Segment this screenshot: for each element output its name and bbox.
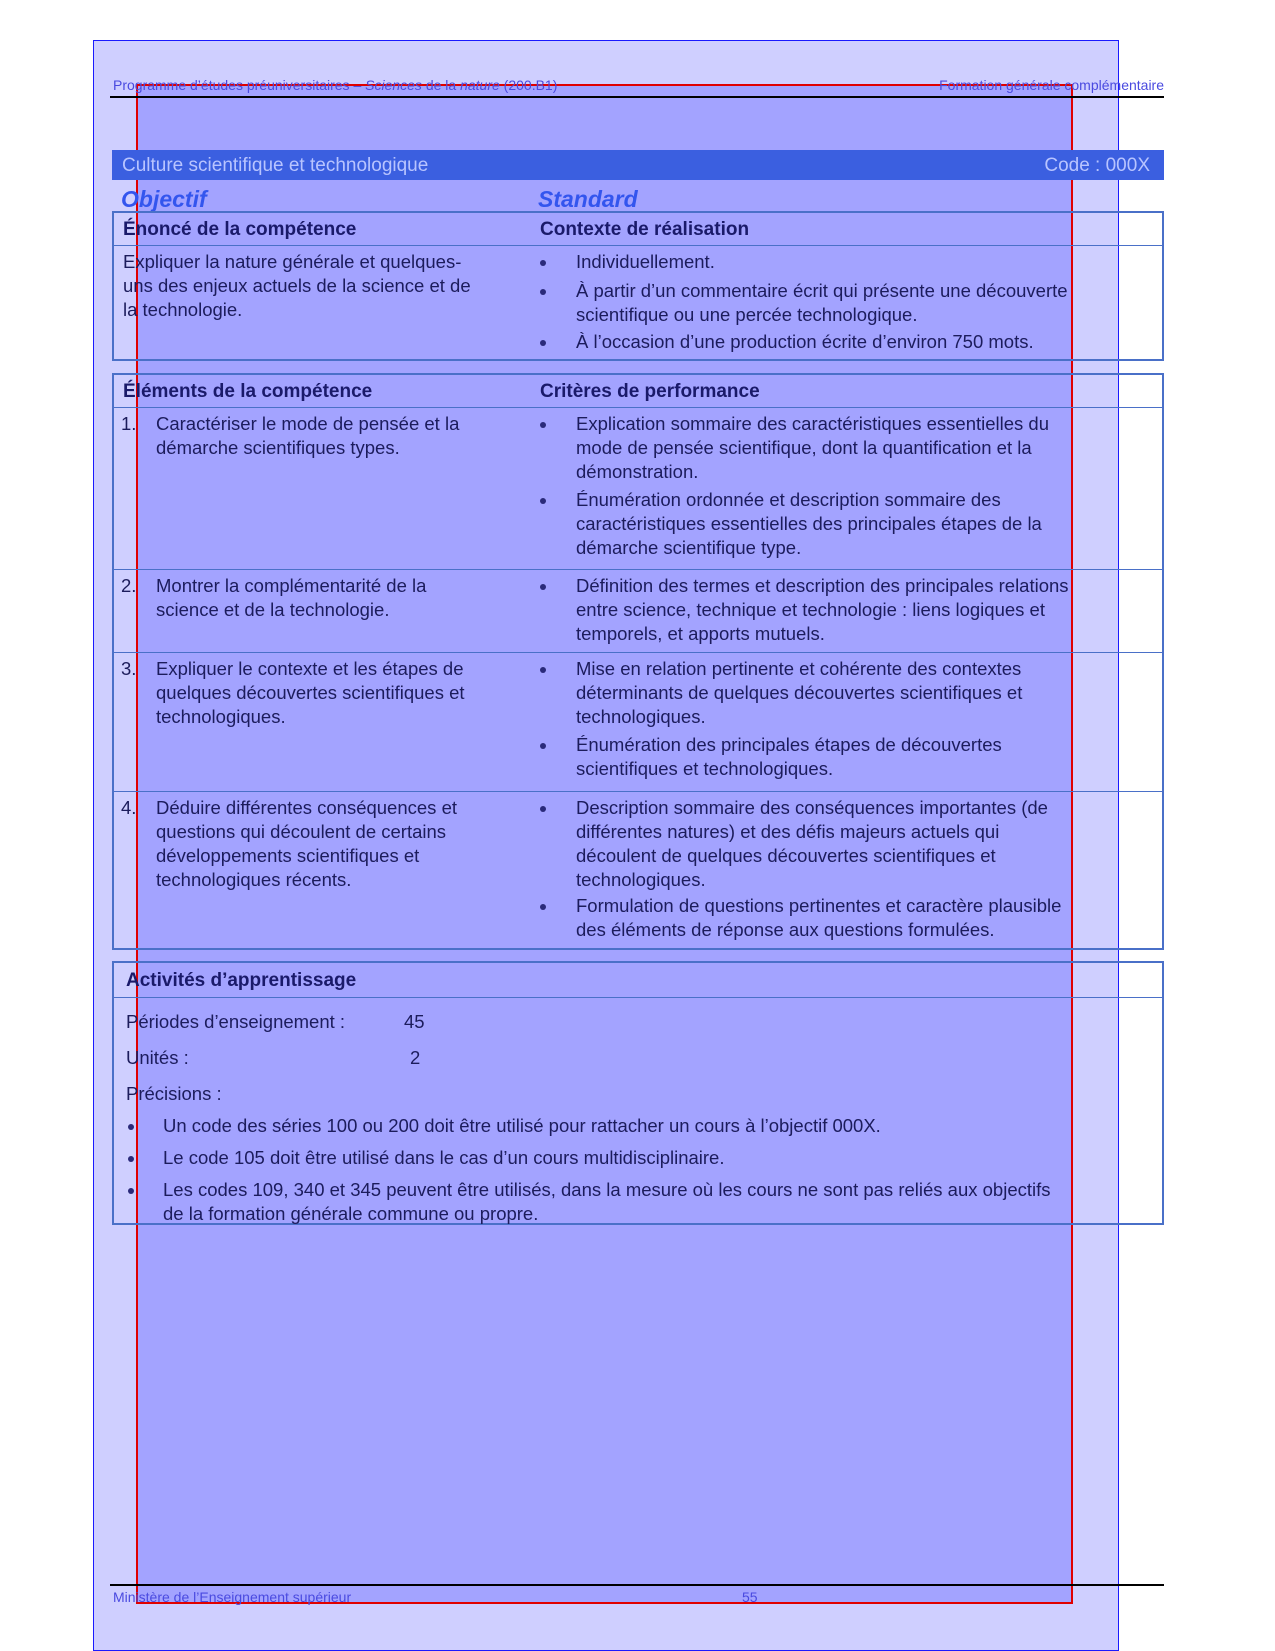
criterion-line: Énumération ordonnée et description sommaire des [576,489,1001,510]
criterion-line: Énumération des principales étapes de découvertes [576,734,1002,755]
criteria-heading: Critères de performance [540,381,760,402]
course-title: Culture scientifique et technologique [122,155,429,176]
units-label: Unités : [126,1047,189,1068]
statement-line: la technologie. [123,299,243,320]
context-item [576,279,1068,327]
competence-body-row [114,246,1162,360]
title-bar [112,150,1164,180]
precision-line: Les codes 109, 340 et 345 peuvent être utilisés, dans la mesure où les cours ne sont pas reliés aux objectifs [163,1179,1051,1200]
bullet-icon [540,498,546,504]
activities-header-row [114,963,1162,998]
context-item [576,330,1034,354]
element-number: 3. [121,658,137,679]
ministry-name: Ministère de l’Enseignement supérieur [113,1589,352,1605]
element-row-2 [114,570,1162,653]
bullet-icon [540,904,546,910]
criterion-item [576,412,1049,484]
program-italic-nature: nature [460,77,500,93]
element-row-4 [114,792,1162,952]
bullet-icon [540,422,546,428]
elements-header-row [114,375,1162,408]
precision-line: Un code des séries 100 ou 200 doit être utilisé pour rattacher un cours à l’objectif 000X. [163,1115,881,1136]
element-number: 1. [121,413,137,434]
precision-item [163,1114,881,1138]
element-number: 2. [121,575,137,596]
context-line: scientifique ou une percée technologique. [576,304,918,325]
precision-item [163,1178,1051,1226]
criterion-item [576,894,1061,942]
element-number: 4. [121,797,137,818]
element-text [156,574,426,622]
element-line: questions qui découlent de certains [156,821,447,842]
criterion-line: démonstration. [576,461,699,482]
criterion-line: technologiques. [576,869,706,890]
activities-body [114,998,1162,1224]
program-suffix: (200.B1) [499,77,558,93]
element-line: quelques découvertes scientifiques et [156,682,465,703]
competence-statement-heading: Énoncé de la compétence [123,219,357,240]
program-name [113,77,557,93]
elements-box [112,373,1164,950]
precision-line: de la formation générale commune ou propre. [163,1203,539,1224]
criterion-line: déterminants de quelques découvertes scientifiques et [576,682,1023,703]
criterion-line: Explication sommaire des caractéristiques essentielles du [576,413,1049,434]
criterion-line: scientifiques et technologiques. [576,758,834,779]
context-line: À partir d’un commentaire écrit qui présente une découverte [576,280,1068,301]
criterion-item [576,488,1042,560]
criterion-line: découlent de quelques découvertes scientifiques et [576,845,996,866]
realization-context-heading: Contexte de réalisation [540,219,750,240]
criterion-line: entre science, technique et technologie : liens logiques et [576,599,1045,620]
bullet-icon [540,743,546,749]
standard-label: Standard [538,186,638,212]
bullet-icon [540,667,546,673]
criterion-line: démarche scientifique type. [576,537,802,558]
precision-item [163,1146,724,1170]
page-footer [110,1584,1164,1605]
criterion-line: temporels, et apports mutuels. [576,623,825,644]
element-line: démarche scientifiques types. [156,437,400,458]
periods-label: Périodes d’enseignement : [126,1011,346,1032]
page-header [110,76,1164,98]
bullet-icon [540,806,546,812]
criterion-line: différentes natures) et des défis majeurs actuels qui [576,821,1000,842]
program-prefix: Programme d’études préuniversitaires – [113,77,366,93]
statement-line: Expliquer la nature générale et quelques- [123,251,462,272]
criterion-line: caractéristiques essentielles des principales étapes de la [576,513,1042,534]
competence-header-row [114,213,1162,246]
bullet-icon [540,584,546,590]
bullet-icon [540,340,546,346]
element-line: Caractériser le mode de pensée et la [156,413,460,434]
bullet-icon [540,260,546,266]
statement-line: uns des enjeux actuels de la science et de [123,275,471,296]
criterion-line: mode de pensée scientifique, dont la quantification et la [576,437,1032,458]
element-row-1 [114,408,1162,570]
element-text [156,412,459,460]
element-text [156,657,465,729]
element-line: technologiques récents. [156,869,352,890]
precisions-label: Précisions : [126,1083,222,1104]
element-line: Montrer la complémentarité de la [156,575,427,596]
units-value: 2 [410,1047,421,1068]
bullet-icon [128,1188,134,1194]
activities-box [112,961,1164,1225]
criterion-item [576,574,1069,646]
bullet-icon [128,1124,134,1130]
element-line: Expliquer le contexte et les étapes de [156,658,464,679]
elements-heading: Éléments de la compétence [123,381,373,402]
competence-box [112,211,1164,361]
criterion-line: Définition des termes et description des principales relations [576,575,1069,596]
context-line: Individuellement. [576,251,715,272]
criterion-item [576,733,1002,781]
context-line: À l’occasion d’une production écrite d’environ 750 mots. [576,331,1034,352]
program-italic-sciences: Sciences [365,77,422,93]
program-mid: de la [421,77,461,93]
periods-value: 45 [404,1011,425,1032]
page-number: 55 [742,1589,758,1605]
bullet-icon [540,289,546,295]
criterion-line: Description sommaire des conséquences importantes (de [576,797,1048,818]
criterion-line: technologiques. [576,706,706,727]
section-name: Formation générale complémentaire [939,77,1164,93]
criterion-item [576,657,1022,729]
criterion-item [576,796,1048,892]
activities-heading: Activités d’apprentissage [126,970,357,991]
criterion-line: Formulation de questions pertinentes et caractère plausible [576,895,1062,916]
element-line: Déduire différentes conséquences et [156,797,457,818]
bullet-icon [128,1156,134,1162]
objectif-label: Objectif [121,186,207,212]
element-row-3 [114,653,1162,792]
competence-statement [123,250,503,322]
element-line: science et de la technologie. [156,599,390,620]
course-code: Code : 000X [1044,155,1150,176]
criterion-line: des éléments de réponse aux questions formulées. [576,919,995,940]
context-item [576,250,715,274]
element-text [156,796,457,892]
precision-line: Le code 105 doit être utilisé dans le cas d’un cours multidisciplinaire. [163,1147,725,1168]
element-line: développements scientifiques et [156,845,420,866]
criterion-line: Mise en relation pertinente et cohérente des contextes [576,658,1022,679]
element-line: technologiques. [156,706,286,727]
